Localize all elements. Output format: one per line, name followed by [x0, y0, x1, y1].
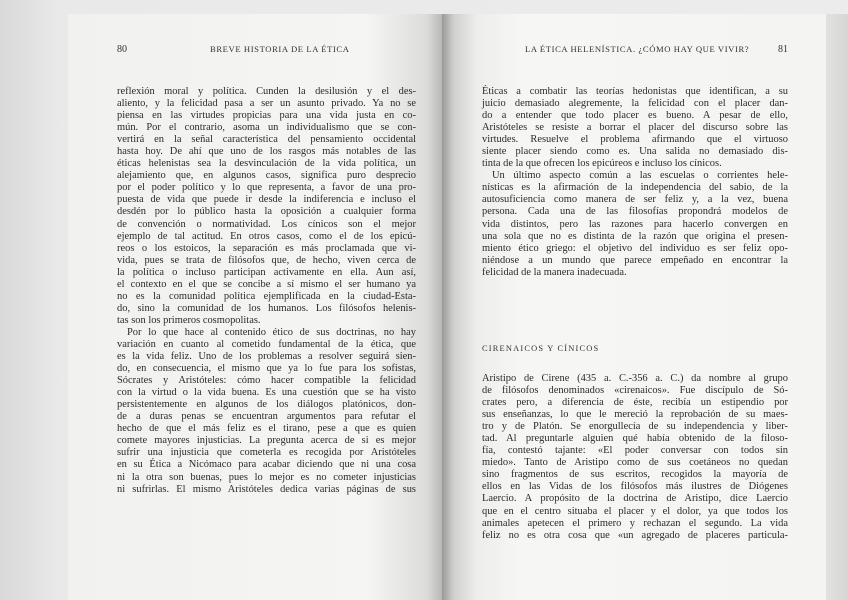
text-line: hasta hoy. De ahí que uno de los rasgos más notables de las — [117, 146, 416, 158]
text-line: aliento, y la felicidad pasa a ser un asunto privado. Ya no se — [117, 98, 416, 110]
text-line: persona. Cada una de las filosofías propondrá modelos de — [482, 206, 788, 218]
text-line: miento ético griego: el objetivo del individuo es ser feliz opo- — [482, 242, 788, 254]
text-line: do, en consecuencia, el mismo que ya lo fue para los sofistas, — [117, 363, 416, 375]
text-line: reos o los estoicos, la separación es más proclamada que vi- — [117, 242, 416, 254]
text-line: Un último aspecto común a las escuelas o corrientes hele- — [492, 170, 788, 182]
text-line: Por lo que hace al contenido ético de sus doctrinas, no hay — [127, 326, 416, 338]
text-line: do, sino la comunidad de los humanos. Los filósofos helenis- — [117, 302, 416, 314]
text-line: es la vida feliz. Uno de los problemas a resolver seguirá sien- — [117, 351, 416, 363]
text-line: comete mayores injusticias. La pregunta acerca de si es mejor — [117, 435, 416, 447]
text-line: reflexión moral y política. Cunden la desilusión y el des- — [117, 86, 416, 97]
text-line: do a entender que todo placer es bueno. A pesar de ello, — [482, 110, 788, 122]
text-line: ni sufrirlas. El mismo Aristóteles dedica varias páginas de sus — [117, 483, 416, 495]
text-line: puesta de vida que puede ir desde la indiferencia e incluso el — [117, 194, 416, 206]
page-edge — [826, 14, 848, 600]
left-page-number: 80 — [117, 44, 127, 55]
left-running-header: BREVE HISTORIA DE LA ÉTICA — [210, 44, 350, 54]
text-line: variación en cuanto al cometido fundamental de la ética, que — [117, 338, 416, 350]
text-line: tas son los primeros cosmopolitas. — [117, 314, 261, 326]
text-line: virtudes. Resuelve el problema afirmando que el virtuoso — [482, 134, 788, 146]
text-line: no es la comunidad política ejemplificada en la ciudad-Esta- — [117, 290, 416, 302]
text-line: sufrir una injusticia que cometerla es recogida por Aristóteles — [117, 447, 416, 459]
text-line: desdén por lo público hasta la oposición a cualquier forma — [117, 206, 416, 218]
text-line: feliz no es otra cosa que «un agregado de placeres particula- — [482, 529, 788, 541]
text-line: Sócrates y Aristóteles: cómo hacer compatible la felicidad — [117, 375, 416, 387]
text-line: persistentemente en algunos de los diálogos platónicos, don- — [117, 399, 416, 411]
text-line: sus enseñanzas, lo que le mereció la reprobación de su maes- — [482, 409, 788, 421]
text-line: alejamiento que, en algunos casos, significa puro desprecio — [117, 170, 416, 182]
text-line: fía, contestó tajante: «El poder conversar con todos sin — [482, 445, 788, 457]
text-line: animales apetecen el primero y rechazan el segundo. La vida — [482, 517, 788, 529]
text-line: autosuficiencia como manera de ser feliz y, a la vez, buena — [482, 194, 788, 206]
text-line: la política o incluso participan activamente en ella. Aun así, — [117, 266, 416, 278]
text-line: el contexto en el que se concibe a sí mismo el ser humano ya — [117, 278, 416, 290]
text-line: siente placer siendo como es. Una salida no demasiado dis- — [482, 146, 788, 158]
text-line: tinta de la que ofrecen los epicúreos e incluso los cínicos. — [482, 158, 722, 170]
text-line: vida, pues se trata de filósofos que, de hecho, viven cerca de — [117, 254, 416, 266]
text-line: vertirá en la señal característica del pensamiento occidental — [117, 134, 416, 146]
text-line: ni la otra son buenas, pues lo mejor es no cometer injusticias — [117, 471, 416, 483]
text-line: éticas helenistas sea la desvinculación de la vida política, un — [117, 158, 416, 170]
text-line: sino fragmentos de sus escritos, recogidos la mayoría de — [482, 469, 788, 481]
text-line: vida distintos, pero las razones para hacerlo convergen en — [482, 218, 788, 230]
text-line: miedo». Tanto de Aristipo como de sus coetáneos no quedan — [482, 457, 788, 469]
text-line: Laercio. A propósito de la doctrina de Aristipo, dice Laercio — [482, 493, 788, 505]
text-line: crates pero, a diferencia de éste, recibía un estipendio por — [482, 397, 788, 409]
text-line: de filósofos denominados «cirenaicos». Fue discípulo de Só- — [482, 385, 788, 397]
text-line: Éticas a combatir las teorías hedonistas que identifican, a su — [482, 86, 788, 97]
text-line: de convención o normatividad. Los cínicos son el mejor — [117, 218, 416, 230]
text-line: nísticas es la afirmación de la independencia del sabio, de la — [482, 182, 788, 194]
text-line: con la virtud o la vida buena. Es una cuestión que se ha visto — [117, 387, 416, 399]
text-line: ellos en las Vidas de los filósofos más ilustres de Diógenes — [482, 481, 788, 493]
text-line: ejemplo de tal actitud. En otros casos, como el de los epicú- — [117, 230, 416, 242]
left-body-text — [117, 86, 416, 496]
text-line: juicio demasiado alegremente, la felicidad con el placer dan- — [482, 98, 788, 110]
text-line: Aristipo de Cirene (435 a. C.-356 a. C.) da nombre al grupo — [482, 373, 788, 384]
text-line: felicidad de la manera inadecuada. — [482, 266, 627, 278]
text-line: de a duras penas se encuentran argumentos para refutar el — [117, 411, 416, 423]
text-line: tad. Al preguntarle alguien qué había obtenido de la filoso- — [482, 433, 788, 445]
right-running-header: LA ÉTICA HELENÍSTICA. ¿CÓMO HAY QUE VIVIR? — [525, 44, 750, 54]
text-line: tro y de Platón. Se enorgullecía de su independencia y liber- — [482, 421, 788, 433]
right-body-text — [482, 86, 788, 279]
text-line: en su Ética a Nicómaco para acabar diciendo que ni una cosa — [117, 459, 416, 471]
text-line: piensa en las virtudes propicias para una vida justa en co- — [117, 110, 416, 122]
right-page-number: 81 — [778, 44, 788, 55]
section-body-text — [482, 373, 788, 542]
text-line: por el poder político y lo que representa, a favor de una pro- — [117, 182, 416, 194]
text-line: niéndose a un mundo que parece empeñado en encontrar la — [482, 254, 788, 266]
text-line: que en el centro situaba el placer y el dolor, ya que todos los — [482, 505, 788, 517]
text-line: hecho de que el más feliz es el tirano, pese a que es quien — [117, 423, 416, 435]
section-title: CIRENAICOS Y CÍNICOS — [482, 344, 600, 353]
text-line: una sola que no es distinta de la razón que origina el presen- — [482, 230, 788, 242]
text-line: Aristóteles se resiste a borrar el placer del discurso sobre las — [482, 122, 788, 134]
text-line: mún. Por el contrario, asoma un individualismo que se con- — [117, 122, 416, 134]
